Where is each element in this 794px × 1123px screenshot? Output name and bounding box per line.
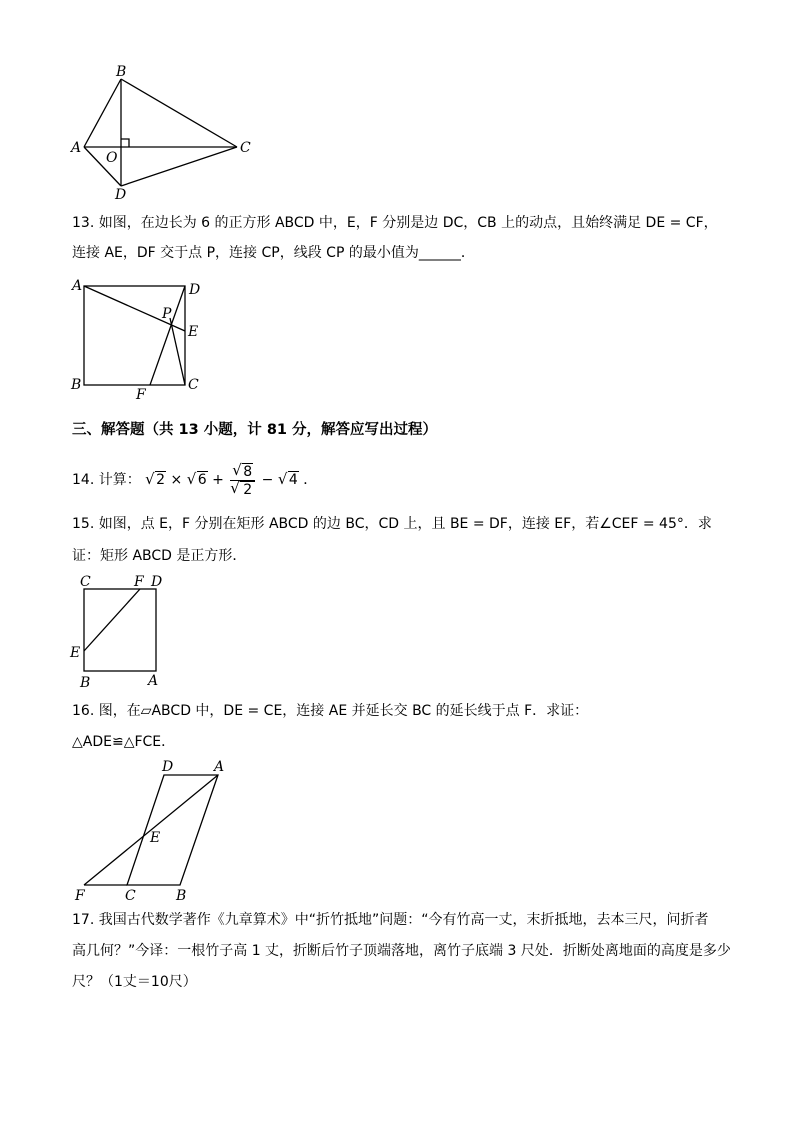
label-E: E	[150, 830, 161, 846]
label-C: C	[125, 888, 136, 904]
parallelogram-ABCD	[127, 775, 218, 885]
plus-sign: +	[212, 472, 224, 488]
q14-prefix: 14. 计算：	[72, 472, 141, 488]
q13-line2: 连接 AE，DF 交于点 P，连接 CP，线段 CP 的最小值为______．	[72, 245, 475, 261]
label-D: D	[151, 574, 163, 590]
label-E: E	[188, 324, 199, 340]
label-F: F	[134, 574, 144, 590]
label-P: P	[162, 306, 172, 322]
label-C: C	[240, 140, 251, 156]
label-D: D	[189, 282, 201, 298]
sqrt-8: √ 8	[232, 463, 253, 480]
label-C: C	[188, 377, 199, 393]
sqrt-2-den: √ 2	[230, 481, 255, 498]
label-A: A	[214, 759, 225, 775]
q17-line1: 17. 我国古代数学著作《九章算术》中“折竹抵地”问题：“今有竹高一丈，末折抵地，去本三尺，问折者	[72, 912, 709, 928]
q15-line2: 证：矩形 ABCD 是正方形．	[72, 548, 247, 564]
label-O: O	[106, 150, 118, 166]
sqrt-2: √ 2	[145, 462, 166, 498]
q14-end: ．	[303, 472, 318, 488]
sqrt-4: √ 4	[278, 462, 299, 498]
q17-line2: 高几何？”今译：一根竹子高 1 丈，折断后竹子顶端落地，离竹子底端 3 尺处．折断处离地面的高度是多少	[72, 943, 731, 959]
q17-line3: 尺？（1丈＝10尺）	[72, 974, 197, 990]
label-B: B	[176, 888, 187, 904]
label-C: C	[80, 574, 91, 590]
label-B: B	[71, 377, 82, 393]
section-heading: 三、解答题（共 13 小题，计 81 分，解答应写出过程）	[72, 422, 438, 438]
label-D: D	[115, 187, 127, 203]
label-B: B	[80, 675, 91, 691]
label-B: B	[116, 64, 127, 80]
label-A: A	[71, 140, 82, 156]
label-E: E	[70, 645, 81, 661]
times-sign: ×	[170, 472, 183, 488]
q16-line1: 16. 图，在▱ABCD 中，DE = CE，连接 AE 并延长交 BC 的延长线于点 F．求证：	[72, 703, 589, 719]
label-A: A	[148, 673, 159, 689]
label-F: F	[75, 888, 85, 904]
q15-line1: 15. 如图，点 E，F 分别在矩形 ABCD 的边 BC，CD 上，且 BE = DF，连接 EF，若∠CEF = 45°．求	[72, 516, 712, 532]
q13-line1: 13. 如图，在边长为 6 的正方形 ABCD 中，E，F 分别是边 DC，CB 上的动点，且始终满足 DE = CF，	[72, 215, 718, 231]
minus-sign: −	[261, 472, 274, 488]
sqrt-6: √ 6	[187, 462, 208, 498]
label-F: F	[136, 387, 146, 403]
q16-line2: △ADE≌△FCE．	[72, 734, 176, 750]
label-D: D	[162, 759, 174, 775]
label-A: A	[72, 278, 83, 294]
